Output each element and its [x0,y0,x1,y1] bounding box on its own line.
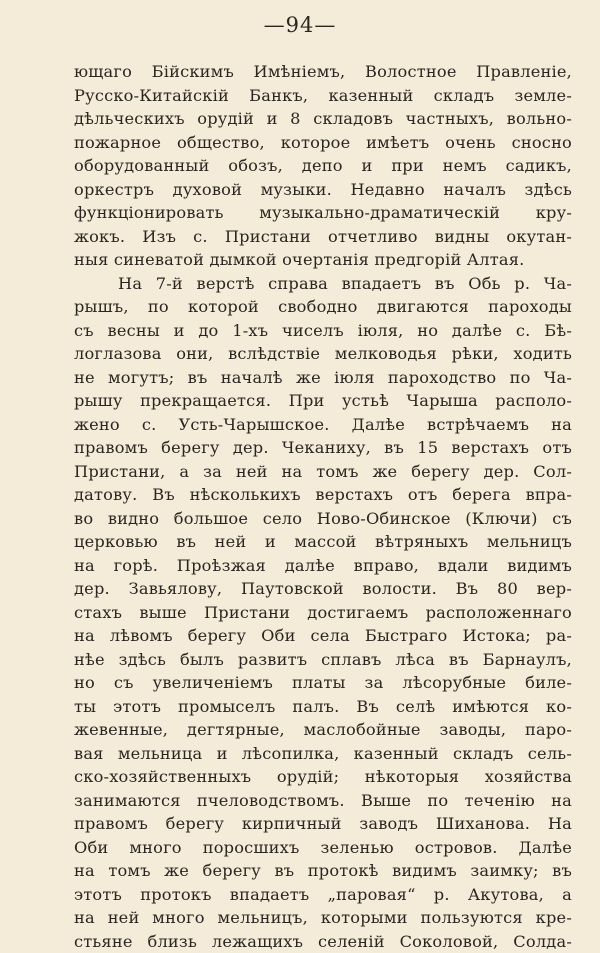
text-line: занимаются пчеловодствомъ. Выше по теченiю на [74,789,572,813]
text-line: функцiонировать музыкально-драматическiй кру- [74,201,572,225]
text-line: оркестръ духовой музыки. Недавно началъ здѣсь [74,178,572,202]
text-line: дер. Завьялову, Паутовской волости. Въ 80 вер- [74,577,572,601]
text-line: Оби много поросшихъ зеленью островов. Далѣе [74,836,572,860]
text-line: этотъ протокъ впадаетъ „паровая“ р. Акутова, а [74,883,572,907]
text-line: Русско-Китайскiй Банкъ, казенный складъ земле- [74,84,572,108]
text-line: стахъ выше Пристани достигаемъ расположеннаго [74,601,572,625]
text-line: пожарное общество, которое имѣетъ очень сносно [74,131,572,155]
text-line: датову. Въ нѣсколькихъ верстахъ отъ берега впра- [74,483,572,507]
text-line: жевенные, дегтярные, маслобойные заводы, паро- [74,718,572,742]
text-line: на горѣ. Проѣзжая далѣе вправо, вдали видимъ [74,554,572,578]
text-line: правомъ берегу кирпичный заводъ Шиханова. На [74,812,572,836]
text-line: ты этотъ промыселъ палъ. Въ селѣ имѣются ко- [74,695,572,719]
text-line: вая мельница и лѣсопилка, казенный складъ сель- [74,742,572,766]
text-line: церковью въ ней и массой вѣтряныхъ мельницъ [74,530,572,554]
paragraph-start-line: На 7-й верстѣ справа впадаетъ въ Обь р. Ча- [74,272,572,296]
text-line: правомъ берегу дер. Чеканиху, въ 15 верстахъ отъ [74,436,572,460]
text-line: на ней много мельницъ, которыми пользуются кре- [74,906,572,930]
text-line: на томъ же берегу въ протокѣ видимъ заимку; въ [74,859,572,883]
text-line: жокъ. Изъ с. Пристани отчетливо видны окутан- [74,225,572,249]
text-line: не могутъ; въ началѣ же iюля пароходство по Ча- [74,366,572,390]
text-line: нѣе здѣсь былъ развитъ сплавъ лѣса въ Барнаулъ, [74,648,572,672]
text-line: рышъ, по которой свободно двигаются пароходы [74,295,572,319]
page-number: —94— [0,10,600,40]
text-line: рышу прекращается. При устьѣ Чарыша располо- [74,389,572,413]
text-line: во видно большое село Ново-Обинское (Ключи) съ [74,507,572,531]
text-line: ющаго Бiйскимъ Имѣнiемъ, Волостное Правленiе, [74,60,572,84]
text-line: ско-хозяйственныхъ орудiй; нѣкоторыя хозяйства [74,765,572,789]
text-line: жено с. Усть-Чарышское. Далѣе встрѣчаемъ на [74,413,572,437]
text-line: но съ увеличенiемъ платы за лѣсорубные биле- [74,671,572,695]
body-text [74,60,572,953]
text-line: стьяне близь лежащихъ селенiй Соколовой, Солда- [74,930,572,953]
text-line: оборудованный обозъ, депо и при немъ садикъ, [74,154,572,178]
text-line: на лѣвомъ берегу Оби села Быстраго Истока; ра- [74,624,572,648]
text-line: съ весны и до 1-хъ чиселъ iюля, но далѣе с. Бѣ- [74,319,572,343]
text-line: Пристани, а за ней на томъ же берегу дер. Сол- [74,460,572,484]
text-line: дѣльческихъ орудiй и 8 складовъ частныхъ, вольно- [74,107,572,131]
text-line: ныя синеватой дымкой очертанiя предгорiй Алтая. [74,248,572,272]
text-line: логлазова они, вслѣдствiе мелководья рѣки, ходить [74,342,572,366]
